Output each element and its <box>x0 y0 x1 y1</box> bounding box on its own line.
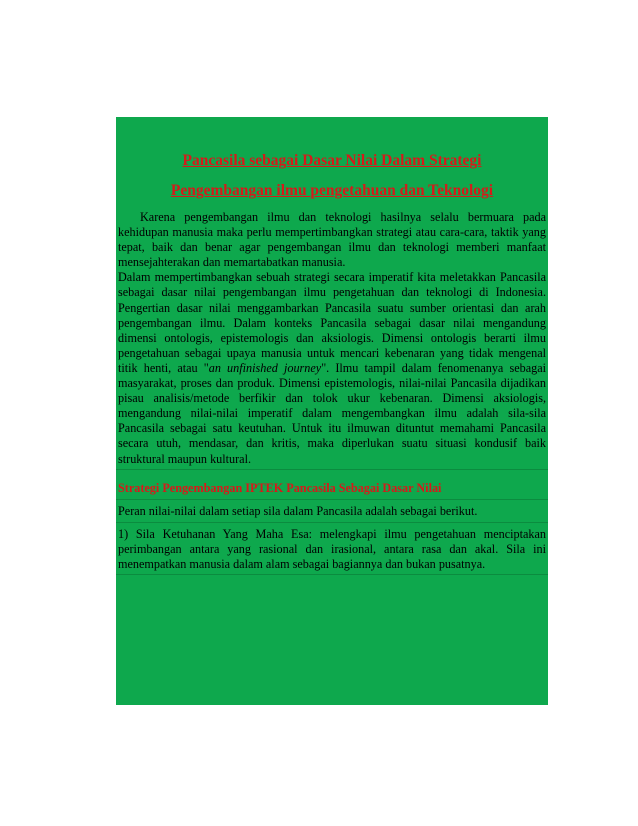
section-heading: Strategi Pengembangan IPTEK Pancasila Sebagai Dasar Nilai <box>118 480 442 495</box>
divider <box>116 499 548 500</box>
paragraph-intro: Karena pengembangan ilmu dan teknologi hasilnya selalu bermuara pada kehidupan manusia maka perlu mempertimbangkan strategi atau cara-cara, taktik yang tepat, baik dan benar agar pengembangan ilmu dan teknologi memberi manfaat mensejahterakan dan memartabatkan manusia. <box>118 210 546 270</box>
document-content <box>118 117 546 575</box>
paragraph-roles: Peran nilai-nilai dalam setiap sila dalam Pancasila adalah sebagai berikut. <box>118 503 478 518</box>
paragraph-dimensions <box>118 270 546 466</box>
paragraph-dimensions-part2: ". Ilmu tampil dalam fenomenanya sebagai masyarakat, proses dan produk. Dimensi epistemologis, nilai-nilai Pancasila dijadikan pisau analisis/metode berfikir dan tolok ukur kebenaran. Dimensi aksiologis, mengandung nilai-nilai imperatif dalam mengembangkan ilmu adalah sila-sila Pancasila sebagai satu keutuhan. Untuk itu ilmuwan dituntut memahami Pancasila secara utuh, mendasar, dan kritis, maka diperlukan suatu situasi kondusif baik struktural maupun kultural. <box>118 360 547 466</box>
unfinished-journey-phrase: an unfinished journey <box>208 360 322 375</box>
green-text-panel <box>116 117 548 705</box>
divider <box>116 574 548 575</box>
title-line-1: Pancasila sebagai Dasar Nilai Dalam Strategi <box>182 152 482 169</box>
paragraph-sila-1: 1) Sila Ketuhanan Yang Maha Esa: melengkapi ilmu pengetahuan menciptakan perimbangan antara yang rasional dan irasional, antara rasa dan akal. Sila ini menempatkan manusia dalam alam sebagai bagiannya dan bukan pusatnya. <box>118 526 546 571</box>
paragraph-dimensions-part1: Dalam mempertimbangkan sebuah strategi secara imperatif kita meletakkan Pancasila sebagai dasar nilai pengembangan ilmu pengetahuan dan teknologi di Indonesia. Pengertian dasar nilai menggambarkan Pancasila suatu sumber orientasi dan arah pengembangan ilmu. Dalam konteks Pancasila sebagai dasar nilai mengandung dimensi ontologis, epistemologis dan aksiologis. Dimensi ontologis berarti ilmu pengetahuan sebagai upaya manusia untuk mencari kebenaran yang tidak mengenal titik henti, atau " <box>118 270 546 375</box>
title-line-2: Pengembangan ilmu pengetahuan dan Teknologi <box>170 182 494 199</box>
divider <box>116 522 548 523</box>
spacer <box>118 470 546 481</box>
